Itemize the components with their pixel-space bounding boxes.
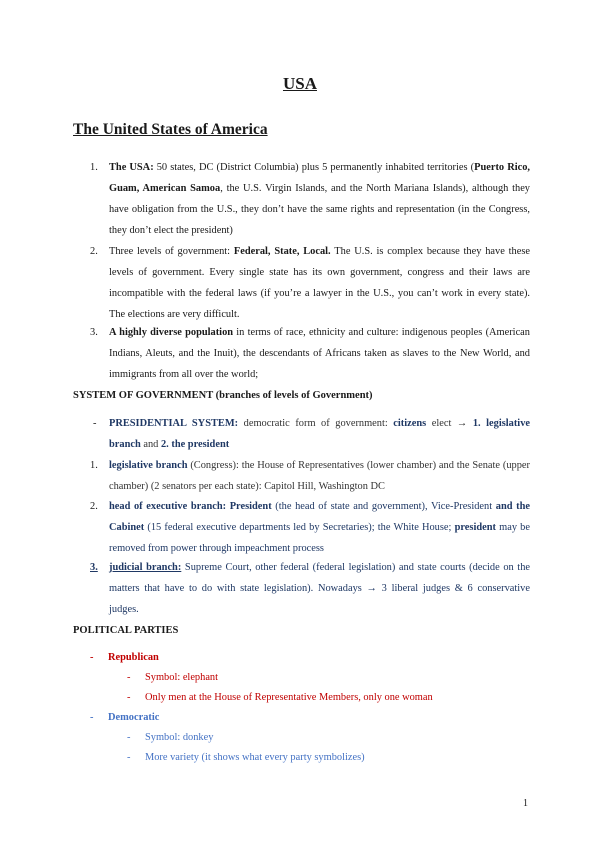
text-run: elect → (426, 418, 473, 429)
branch-item (90, 557, 530, 620)
sub-item-text: Only men at the House of Representative Members, only one woman (145, 692, 433, 703)
government-heading: SYSTEM OF GOVERNMENT (branches of levels of Government) (73, 390, 373, 401)
bold-run: Federal, State, Local. (233, 246, 331, 257)
dash-marker: - (127, 672, 131, 683)
list-item-text (109, 157, 530, 241)
bold-run: president (454, 522, 496, 533)
list-item-lead: head of executive branch: President (109, 501, 272, 512)
list-item (90, 157, 530, 241)
list-item-lead: A highly diverse population (109, 327, 234, 338)
text-run: Supreme Court, other federal (federal legislation) and state courts (decide on the matters that have to do with state legislation). Nowadays → 3 liberal judges & 6 conservative judges. (109, 562, 530, 615)
list-item-lead: PRESIDENTIAL SYSTEM: (109, 418, 239, 429)
document-title: USA (282, 74, 317, 93)
text-run: (Congress): the House of Representatives (lower chamber) and the Senate (upper chamber) (2 senators per each state): Capitol Hill, Washington DC (109, 460, 530, 492)
list-marker: 2. (90, 501, 98, 512)
bold-run: Puerto Rico, Guam, American Samoa (109, 162, 530, 194)
presidential-system-item (90, 413, 530, 455)
text-run: , the U.S. Virgin Islands, and the North Mariana Islands), although they have obligation from the U.S., they don’t have the same rights and representation (in the Congress, they don’t elect the president) (109, 183, 531, 236)
list-item-text (109, 455, 530, 497)
sub-item-text: Symbol: donkey (145, 732, 214, 743)
republican-label: Republican (108, 652, 159, 663)
list-item-text (109, 557, 530, 620)
list-marker: 3. (90, 562, 98, 573)
page-number: 1 (523, 798, 528, 809)
democratic-sub-item (127, 748, 365, 768)
republican-sub-item (127, 668, 218, 688)
parties-heading: POLITICAL PARTIES (73, 625, 179, 636)
bold-run: 1. legislative branch (109, 418, 530, 450)
democratic-sub-item (127, 728, 213, 748)
text-run: (15 federal executive departments led by Secretaries); the White House; (144, 522, 455, 533)
branch-item (90, 496, 530, 559)
list-item-text (109, 496, 530, 559)
list-item-lead: The USA: (109, 162, 154, 173)
sub-item-text: More variety (it shows what every party symbolizes) (145, 752, 365, 763)
text-run: in terms of race, ethnicity and culture: indigenous peoples (American Indians, Aleuts, and the Inuit), the descendants of Africans taken as slaves to the New World, and immigrants from all over the world; (109, 327, 530, 380)
sub-item-text: Symbol: elephant (145, 672, 219, 683)
list-item-text (109, 241, 530, 325)
list-marker: 3. (90, 327, 98, 338)
democratic-item (90, 708, 159, 728)
democratic-label: Democratic (108, 712, 160, 723)
bold-run: 2. the president (160, 439, 230, 450)
dash-marker: - (127, 752, 131, 763)
list-item-lead: legislative branch (109, 460, 188, 471)
list-marker: 2. (90, 246, 98, 257)
dash-marker: - (90, 652, 94, 663)
list-item-text (109, 322, 530, 385)
list-marker: 1. (90, 162, 98, 173)
list-item-lead: judicial branch: (109, 562, 182, 573)
list-item (90, 241, 530, 325)
text-run: Three levels of government: (109, 246, 234, 257)
republican-sub-item (127, 688, 433, 708)
republican-item (90, 648, 159, 668)
text-run: and (140, 439, 161, 450)
dash-marker: - (90, 712, 94, 723)
branch-item (90, 455, 530, 497)
text-run: democratic form of government: (238, 418, 394, 429)
dash-marker: - (127, 692, 131, 703)
dash-marker: - (127, 732, 131, 743)
dash-marker: - (93, 418, 97, 429)
list-marker: 1. (90, 460, 98, 471)
text-run: The U.S. is complex because they have these levels of government. Every single state has its own government, congress and their laws are incompatible with the federal laws (if you’re a lawyer in the U.S., you can’t work in every state). The elections are very difficult. (109, 246, 531, 320)
list-item-text (109, 413, 530, 455)
text-run: 50 states, DC (District Columbia) plus 5 permanently inhabited territories ( (153, 162, 475, 173)
text-run: (the head of state and government), Vice-President (271, 501, 496, 512)
list-item (90, 322, 530, 385)
text-run: may be removed from power through impeachment process (109, 522, 530, 554)
bold-run: and the Cabinet (109, 501, 530, 533)
section-heading: The United States of America (73, 121, 268, 138)
bold-run: citizens (393, 418, 427, 429)
